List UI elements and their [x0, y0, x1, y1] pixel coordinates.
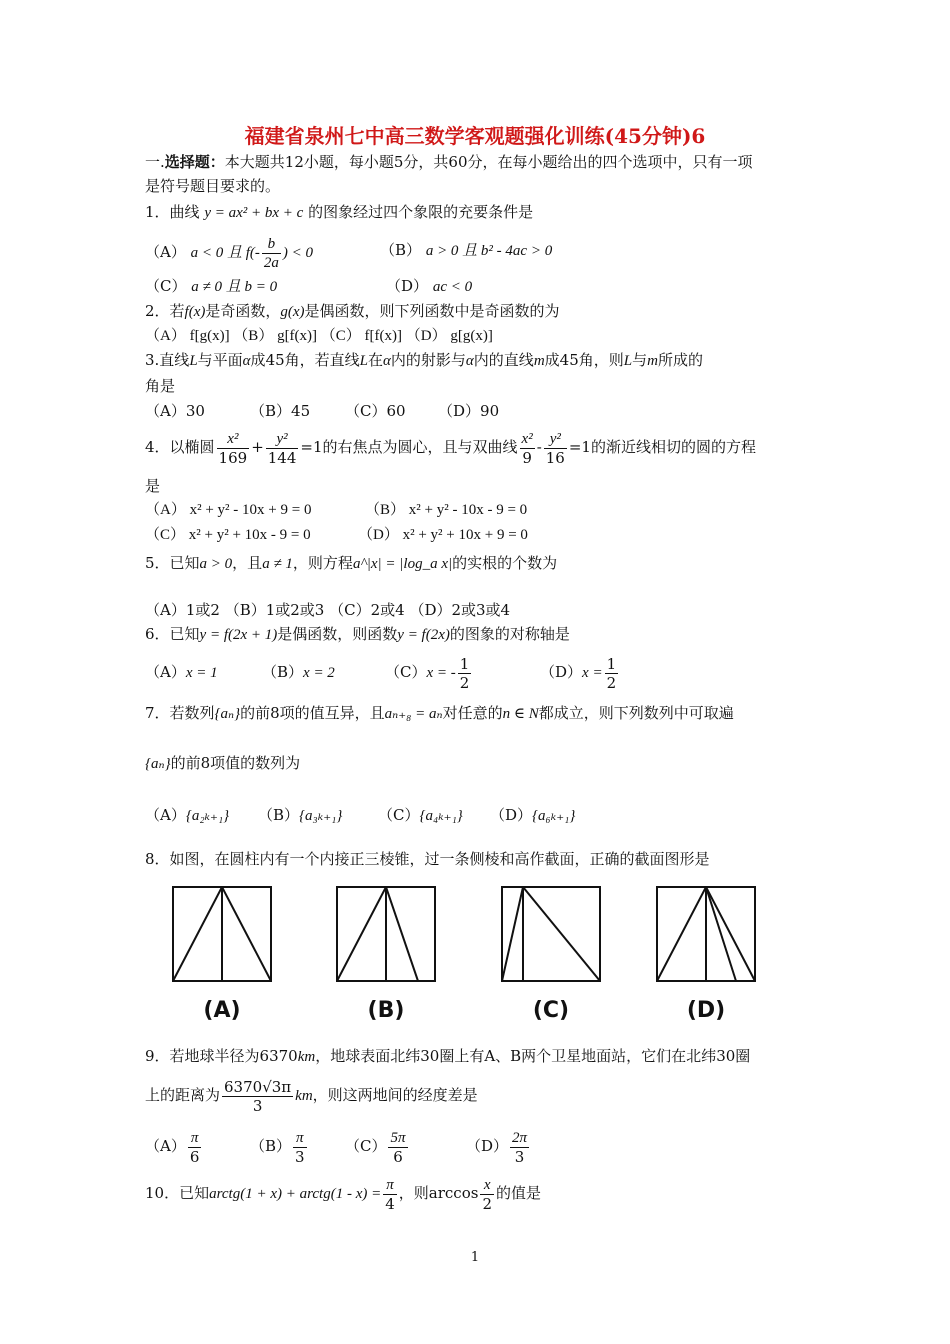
unit-km: km — [297, 1049, 316, 1065]
question-4-stem-line-2: 是 — [145, 477, 161, 495]
hyperbola-term-y — [544, 430, 567, 467]
fraction-numerator: x — [480, 1176, 494, 1195]
fraction-numerator: x² — [521, 430, 533, 447]
q1-option-c-label: （C） — [145, 277, 187, 295]
latitude-value: 30 — [420, 1047, 440, 1065]
q9-option-d-label: （D） — [466, 1137, 509, 1155]
q3-text: 角，若直线 — [284, 351, 360, 369]
q1-option-d-text: ac < 0 — [432, 279, 473, 295]
q9-text: ，则这两地间的经度差是 — [312, 1086, 478, 1104]
section-intro-line-2: 是符号题目要求的。 — [145, 177, 281, 195]
q6-option-a-label: （A） — [145, 663, 186, 681]
q7-condition: n ∈ N — [502, 706, 539, 722]
q1-option-b-text: a > 0 且 b² - 4ac > 0 — [425, 243, 553, 259]
fraction-denominator: 144 — [267, 448, 297, 467]
question-4-option-b: （B） x² + y² - 10x - 9 = 0 — [365, 502, 528, 518]
q7-option-d-label: （D） — [490, 806, 533, 824]
fraction-numerator: y² — [544, 430, 567, 449]
question-6-option-c — [385, 652, 473, 693]
q1-text-b: 的图象经过四个象限的充要条件是 — [308, 203, 534, 221]
line-l-symbol: L — [623, 353, 633, 369]
fraction-denominator: 9 — [522, 448, 532, 467]
fraction-numerator: 5π — [390, 1129, 406, 1146]
ellipse-term-y — [266, 430, 299, 467]
q7-text: 都成立，则下列数列中可取遍 — [538, 704, 734, 722]
question-3-option-d: （D）90 — [438, 402, 500, 420]
q5-text: ，则方程 — [292, 554, 353, 572]
section-heading: 选择题： — [164, 153, 225, 171]
fraction-numerator: 1 — [459, 654, 470, 673]
question-6-option-b — [262, 662, 335, 683]
q9-option-a-label: （A） — [145, 1137, 186, 1155]
q7-relation: aₙ₊₈ = aₙ — [384, 706, 443, 722]
figure-d-caption: (D) — [686, 998, 726, 1023]
q6-option-c-text: x = - — [426, 665, 456, 681]
page-title: 福建省泉州七中高三数学客观题强化训练(45分钟)6 — [244, 124, 706, 148]
question-10-stem — [145, 1172, 541, 1215]
q4-text: =1的右焦点为圆心，且与双曲线 — [300, 438, 518, 456]
q3-text: 与 — [632, 351, 648, 369]
question-7-stem-line-1 — [145, 703, 734, 724]
fraction-numerator: x² — [217, 430, 250, 449]
plane-alpha-symbol: α — [383, 353, 391, 369]
fraction-numerator: 2π — [512, 1129, 528, 1146]
question-4-option-a: （A） x² + y² - 10x + 9 = 0 — [145, 502, 312, 518]
q9-distance-fraction — [222, 1078, 293, 1115]
q6-text: 6．已知 — [145, 625, 200, 643]
section-figure-d — [656, 886, 756, 982]
q7-option-d-text: {a₆ₖ₊₁} — [532, 808, 576, 824]
q6-option-b-text: x = 2 — [303, 665, 335, 681]
section-intro-line-1 — [145, 152, 753, 172]
q1-option-a-fraction — [262, 235, 281, 272]
q2-f-function: f(x) — [184, 304, 206, 320]
q2-text-c: 是偶函数，则下列函数中是奇函数的为 — [304, 302, 560, 320]
q5-text: ，且 — [232, 554, 263, 572]
fraction-numerator: π — [383, 1176, 397, 1195]
fraction-numerator: π — [188, 1129, 202, 1148]
q5-equation: a^|x| = |log_a x| — [352, 556, 453, 572]
q10-text: 10．已知 — [145, 1184, 210, 1202]
q5-condition-2: a ≠ 1 — [262, 556, 293, 572]
q9-option-b-label: （B） — [250, 1137, 292, 1155]
q9-option-a-fraction — [188, 1129, 202, 1166]
q9-option-b-fraction — [293, 1129, 307, 1166]
q7-text: 对任意的 — [442, 704, 503, 722]
minus-sign: - — [536, 438, 542, 456]
q3-text: 内的直线 — [473, 351, 534, 369]
question-6-option-a — [145, 662, 218, 683]
section-figure-a-drawing — [172, 886, 272, 982]
fraction-denominator: 2 — [459, 673, 470, 692]
q2-g-function: g(x) — [280, 304, 305, 320]
q7-sequence: {aₙ} — [214, 706, 241, 722]
fraction-numerator: π — [293, 1129, 307, 1148]
fraction-denominator: 2 — [482, 1194, 492, 1213]
angle-value: 45 — [265, 351, 285, 369]
q6-text: 的图象的对称轴是 — [449, 625, 570, 643]
q10-arg-fraction — [480, 1176, 494, 1213]
section-figure-d-drawing — [656, 886, 756, 982]
q7-option-a-text: {a₂ₖ₊₁} — [185, 808, 230, 824]
q3-text: 角，则 — [578, 351, 624, 369]
q1-option-a-text: a < 0 且 f(- — [190, 245, 260, 261]
q6-function-2: y = f(2x) — [397, 627, 450, 643]
question-9-option-c — [345, 1126, 410, 1166]
q7-text: 的前8项值的数列为 — [170, 754, 301, 772]
question-5-stem — [145, 553, 557, 574]
section-figure-c-drawing — [501, 886, 601, 982]
section-description: 本大题共12小题，每小题5分，共60分，在每小题给出的四个选项中，只有一项 — [224, 153, 753, 171]
question-6-stem — [145, 624, 570, 645]
section-figure-c — [501, 886, 601, 982]
q1-option-b-label: （B） — [380, 241, 422, 259]
q9-text: 上的距离为 — [145, 1086, 221, 1104]
question-4-option-c: （C） x² + y² + 10x - 9 = 0 — [145, 527, 311, 543]
plane-alpha-symbol: α — [242, 353, 251, 369]
question-3-option-a: （A）30 — [145, 402, 205, 420]
question-9-option-d — [466, 1126, 531, 1166]
q9-text: 圈 — [735, 1047, 751, 1065]
q7-option-b-label: （B） — [258, 806, 300, 824]
q5-text: 5．已知 — [145, 554, 200, 572]
section-figure-b — [336, 886, 436, 982]
q3-text: 成 — [250, 351, 266, 369]
q1-option-a-tail: ) < 0 — [282, 245, 314, 261]
latitude-value: 30 — [716, 1047, 736, 1065]
question-3-stem-line-2: 角是 — [145, 377, 176, 395]
question-9-stem-line-1 — [145, 1046, 750, 1067]
q10-text: 的值是 — [495, 1184, 541, 1202]
question-6-option-d — [540, 652, 620, 693]
line-m-symbol: m — [647, 353, 658, 369]
line-l-symbol: L — [189, 353, 198, 369]
q7-text: 的前8项的值互异，且 — [240, 704, 385, 722]
question-1-stem — [145, 202, 533, 223]
fraction-numerator: b — [262, 235, 281, 254]
q9-text: 圈上有A、B两个卫星地面站，它们在北纬 — [439, 1047, 717, 1065]
q3-text: 成 — [544, 351, 560, 369]
q2-text-b: 是奇函数， — [205, 302, 281, 320]
arccos-function: arccos — [428, 1184, 479, 1202]
question-3-stem-line-1 — [145, 350, 703, 371]
question-2-options: （A） f[g(x)] （B） g[f(x)] （C） f[f(x)] （D） g[g(x)] — [145, 328, 493, 344]
figure-c-caption: (C) — [532, 998, 570, 1023]
question-1-option-c — [145, 276, 277, 297]
q6-option-b-label: （B） — [262, 663, 304, 681]
q3-text: 在 — [368, 351, 384, 369]
fraction-denominator: 6 — [393, 1147, 403, 1166]
question-1-option-b — [380, 240, 552, 261]
angle-value: 45 — [559, 351, 579, 369]
q1-option-c-text: a ≠ 0 且 b = 0 — [191, 279, 278, 295]
hyperbola-term-x — [520, 430, 535, 467]
q10-rhs-fraction — [383, 1176, 397, 1213]
question-5-options: （A）1或2 （B）1或2或3 （C）2或4 （D）2或3或4 — [145, 601, 511, 619]
q1-option-a-label: （A） — [145, 243, 186, 261]
q9-option-c-fraction — [388, 1129, 407, 1166]
q7-option-c-text: {a₄ₖ₊₁} — [419, 808, 463, 824]
question-7-option-d — [490, 805, 575, 826]
fraction-numerator: 1 — [606, 654, 617, 673]
question-9-option-a — [145, 1126, 203, 1166]
q3-text: 内的射影与 — [390, 351, 466, 369]
q6-option-d-text: x = — [582, 665, 603, 681]
section-number: 一. — [145, 153, 165, 171]
figure-b-caption: (B) — [367, 998, 405, 1023]
q7-option-a-label: （A） — [145, 806, 186, 824]
q6-option-d-fraction — [605, 655, 619, 692]
question-1-option-a — [145, 232, 313, 273]
q3-text: 所成的 — [657, 351, 703, 369]
fraction-denominator: 169 — [218, 448, 248, 467]
q6-option-c-label: （C） — [385, 663, 427, 681]
question-7-option-b — [258, 805, 342, 826]
plus-sign: + — [251, 438, 264, 456]
q6-option-d-label: （D） — [540, 663, 583, 681]
fraction-denominator: 6 — [189, 1147, 200, 1166]
page-number: 1 — [470, 1250, 480, 1265]
q4-text: 4．以椭圆 — [145, 438, 215, 456]
question-8-stem: 8．如图，在圆柱内有一个内接正三棱锥，过一条侧棱和高作截面，正确的截面图形是 — [145, 850, 710, 868]
q7-text: 7．若数列 — [145, 704, 215, 722]
fraction-denominator: 16 — [545, 448, 565, 467]
q9-option-c-label: （C） — [345, 1137, 387, 1155]
q5-condition-1: a > 0 — [199, 556, 233, 572]
q4-text: =1的渐近线相切的圆的方程 — [568, 438, 756, 456]
question-7-option-c — [378, 805, 463, 826]
question-3-option-c: （C）60 — [345, 402, 406, 420]
section-figure-a — [172, 886, 272, 982]
section-figure-b-drawing — [336, 886, 436, 982]
q10-expression: arctg(1 + x) + arctg(1 - x) = — [209, 1186, 382, 1202]
fraction-denominator: 4 — [385, 1194, 395, 1213]
question-1-option-d — [386, 276, 472, 297]
q7-option-c-label: （C） — [378, 806, 420, 824]
fraction-denominator: 3 — [252, 1096, 263, 1115]
q6-option-a-text: x = 1 — [185, 665, 218, 681]
fraction-denominator: 3 — [514, 1147, 525, 1166]
fraction-numerator: y² — [266, 430, 299, 449]
q1-text-a: 1．曲线 — [145, 203, 200, 221]
fraction-denominator: 3 — [295, 1147, 305, 1166]
question-4-option-d: （D） x² + y² + 10x + 9 = 0 — [358, 527, 528, 543]
question-7-stem-line-2 — [145, 753, 300, 774]
question-4-stem-line-1 — [145, 426, 756, 468]
line-m-symbol: m — [533, 353, 545, 369]
fraction-denominator: 2a — [263, 254, 279, 271]
q5-text: 的实根的个数为 — [452, 554, 558, 572]
figure-a-caption: (A) — [203, 998, 241, 1023]
line-l-symbol: L — [359, 353, 369, 369]
unit-km: km — [295, 1088, 313, 1104]
question-9-option-b — [250, 1126, 309, 1166]
question-9-stem-line-2 — [145, 1074, 478, 1117]
q2-text-a: 2．若 — [145, 302, 185, 320]
q3-text: 3.直线 — [145, 351, 190, 369]
q1-curve-formula: y = ax² + bx + c — [204, 205, 304, 221]
fraction-denominator: 2 — [606, 673, 617, 692]
plane-alpha-symbol: α — [465, 353, 474, 369]
question-2-stem — [145, 301, 560, 322]
q9-option-d-fraction — [510, 1129, 529, 1166]
q1-option-d-label: （D） — [386, 277, 429, 295]
q3-text: 与平面 — [197, 351, 243, 369]
q7-sequence: {aₙ} — [145, 756, 171, 772]
question-7-option-a — [145, 805, 229, 826]
fraction-numerator: 6370√3π — [224, 1077, 292, 1096]
q7-option-b-text: {a₃ₖ₊₁} — [299, 808, 343, 824]
q9-text: ，地球表面北纬 — [315, 1047, 421, 1065]
q6-option-c-fraction — [458, 655, 472, 692]
q6-text: 是偶函数，则函数 — [277, 625, 398, 643]
q6-function-1: y = f(2x + 1) — [199, 627, 278, 643]
q10-text: ，则 — [398, 1184, 429, 1202]
q9-text: 9．若地球半径为6370 — [145, 1047, 298, 1065]
question-3-option-b: （B）45 — [250, 402, 311, 420]
ellipse-term-x — [217, 430, 250, 467]
